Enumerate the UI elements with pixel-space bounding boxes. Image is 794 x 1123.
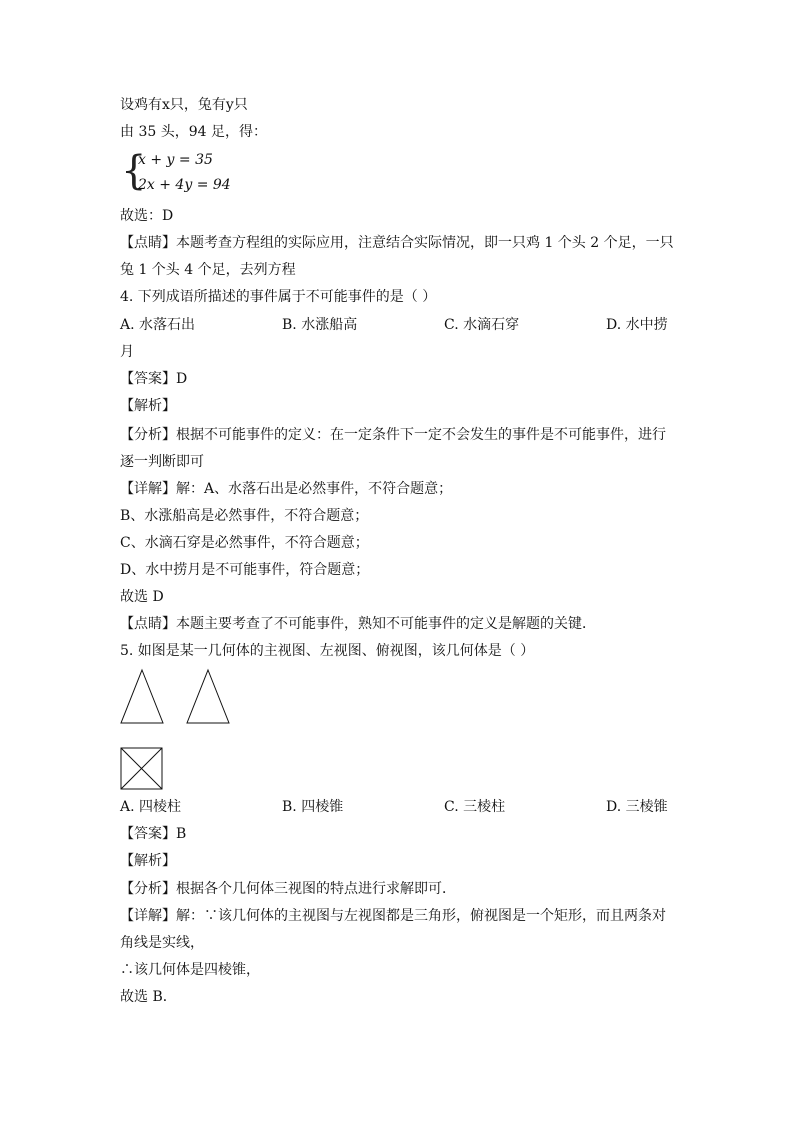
question-5: 5. 如图是某一几何体的主视图、左视图、俯视图，该几何体是（ ） — [120, 643, 535, 659]
q4-option-a: A. 水落石出 — [120, 317, 196, 333]
text-line: 设鸡有x只，兔有y只 — [120, 97, 248, 113]
text-line: 故选：D — [120, 208, 174, 224]
brace: { — [121, 148, 147, 194]
front-view-triangle — [118, 668, 166, 726]
equation-2: 2x + 4y = 94 — [138, 177, 231, 193]
text-line: 【点睛】本题考查方程组的实际应用，注意结合实际情况，即一只鸡 1 个头 2 个足，一只 — [120, 235, 674, 251]
q5-option-d: D. 三棱锥 — [606, 799, 668, 815]
conclusion: 故选 D — [120, 589, 164, 605]
remark: 【点睛】本题主要考查了不可能事件，熟知不可能事件的定义是解题的关键． — [120, 616, 596, 632]
detail: D、水中捞月是不可能事件，符合题意； — [120, 562, 370, 578]
answer: 【答案】B — [120, 826, 187, 842]
analysis: 【分析】根据不可能事件的定义：在一定条件下一定不会发生的事件是不可能事件，进行 — [120, 427, 666, 443]
analysis: 逐一判断即可 — [120, 454, 204, 470]
detail: 【详解】解：∵该几何体的主视图与左视图都是三角形，俯视图是一个矩形，而且两条对 — [120, 908, 666, 924]
jiexi-heading: 【解析】 — [120, 398, 176, 414]
detail: C、水滴石穿是必然事件，不符合题意； — [120, 535, 369, 551]
analysis: 【分析】根据各个几何体三视图的特点进行求解即可． — [120, 881, 456, 897]
q4-option-d: D. 水中捞 — [606, 317, 668, 333]
side-view-triangle — [184, 668, 232, 726]
text-line: 兔 1 个头 4 个足，去列方程 — [120, 262, 296, 278]
detail: 角线是实线， — [120, 935, 204, 951]
top-view-square — [119, 746, 165, 792]
equation-1: x + y = 35 — [138, 152, 213, 168]
text-line: 由 35 头，94 足，得： — [120, 124, 267, 140]
detail: ∴该几何体是四棱锥， — [120, 962, 260, 978]
q5-option-c: C. 三棱柱 — [444, 799, 506, 815]
q5-option-b: B. 四棱锥 — [282, 799, 344, 815]
jiexi-heading: 【解析】 — [120, 853, 176, 869]
q4-option-b: B. 水涨船高 — [282, 317, 358, 333]
conclusion: 故选 B． — [120, 989, 177, 1005]
detail: 【详解】解：A、水落石出是必然事件，不符合题意； — [120, 481, 453, 497]
question-4: 4. 下列成语所描述的事件属于不可能事件的是（ ） — [120, 289, 437, 305]
detail: B、水涨船高是必然事件，不符合题意； — [120, 508, 369, 524]
q4-option-c: C. 水滴石穿 — [444, 317, 520, 333]
answer: 【答案】D — [120, 371, 188, 387]
q4-option-d-wrap: 月 — [120, 344, 134, 360]
q5-option-a: A. 四棱柱 — [120, 799, 182, 815]
